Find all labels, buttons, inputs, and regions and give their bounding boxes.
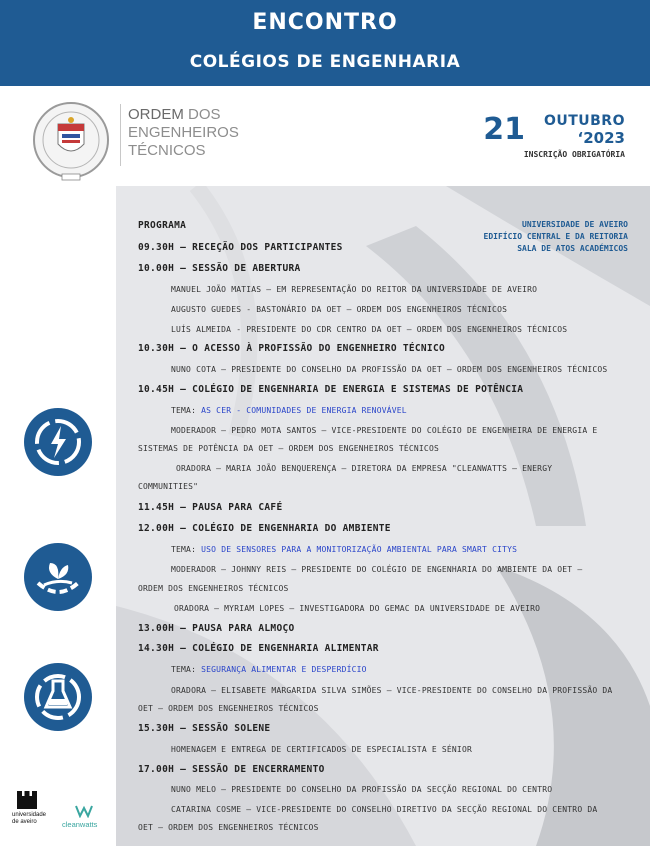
registration-note: INSCRIÇÃO OBRIGATÓRIA	[523, 150, 625, 159]
ua-line-1: universidade	[12, 812, 47, 818]
theme-text: SEGURANÇA ALIMENTAR E DESPERDÍCIO	[201, 665, 367, 674]
speaker-line: CATARINA COSME – VICE-PRESIDENTE DO CONSELHO DIRETIVO DA SECÇÃO REGIONAL DO CENTRO DA	[171, 805, 598, 814]
university-aveiro-logo	[16, 790, 38, 810]
cleanwatts-text: cleanwatts	[62, 820, 98, 829]
speaker-line: NUNO MELO – PRESIDENTE DO CONSELHO DA PROFISSÃO DA SECÇÃO REGIONAL DO CENTRO	[171, 785, 553, 794]
session-heading: 13.00H – PAUSA PARA ALMOÇO	[138, 623, 295, 634]
session-heading: 10.45H – COLÉGIO DE ENGENHARIA DE ENERGIA E SISTEMAS DE POTÊNCIA	[138, 384, 524, 395]
food-flask-icon	[24, 663, 92, 731]
program-heading: PROGRAMA	[138, 220, 187, 231]
location-line-1: UNIVERSIDADE DE AVEIRO	[522, 220, 628, 229]
theme-line	[171, 665, 367, 674]
location-line-3: SALA DE ATOS ACADÉMICOS	[517, 244, 628, 253]
session-heading: 14.30H – COLÉGIO DE ENGENHARIA ALIMENTAR	[138, 643, 379, 654]
header-banner	[0, 0, 650, 86]
theme-text: AS CER - COMUNIDADES DE ENERGIA RENOVÁVEL	[201, 406, 407, 415]
session-heading: 10.00H – SESSÃO DE ABERTURA	[138, 263, 301, 274]
speaker-line: ORADORA – MARIA JOÃO BENQUERENÇA – DIRETORA DA EMPRESA "CLEANWATTS – ENERGY	[176, 464, 553, 473]
event-title: ENCONTRO	[252, 10, 398, 35]
environment-leaf-icon	[24, 543, 92, 611]
theme-label: TEMA:	[171, 406, 197, 415]
location-line-2: EDIFÍCIO CENTRAL E DA REITORIA	[483, 232, 628, 241]
program-content	[116, 186, 650, 846]
session-heading: 12.00H – COLÉGIO DE ENGENHARIA DO AMBIENTE	[138, 523, 391, 534]
moderator-line: SISTEMAS DE POTÊNCIA DA OET – ORDEM DOS ENGENHEIROS TÉCNICOS	[138, 444, 439, 453]
speaker-line: MANUEL JOÃO MATIAS – EM REPRESENTAÇÃO DO REITOR DA UNIVERSIDADE DE AVEIRO	[171, 285, 538, 294]
partner-logos	[12, 790, 112, 840]
theme-label: TEMA:	[171, 545, 197, 554]
session-heading: 09.30H – RECEÇÃO DOS PARTICIPANTES	[138, 242, 343, 253]
speaker-line: AUGUSTO GUEDES - BASTONÁRIO DA OET – ORDEM DOS ENGENHEIROS TÉCNICOS	[171, 305, 508, 314]
cleanwatts-logo	[74, 804, 96, 818]
speaker-line: ORADORA – MYRIAM LOPES – INVESTIGADORA DO GEMAC DA UNIVERSIDADE DE AVEIRO	[174, 604, 541, 613]
session-heading: 10.30H – O ACESSO À PROFISSÃO DO ENGENHEIRO TÉCNICO	[138, 343, 445, 354]
theme-label: TEMA:	[171, 665, 197, 674]
speaker-line: COMMUNITIES"	[138, 482, 199, 491]
date-year: ‘2023	[577, 129, 625, 147]
org-word-tecnicos: TÉCNICOS	[128, 142, 206, 159]
moderator-line: MODERADOR – PEDRO MOTA SANTOS – VICE-PRESIDENTE DO COLÉGIO DE ENGENHEIRA DE ENERGIA E	[171, 426, 598, 435]
org-name	[128, 106, 239, 160]
moderator-line: ORDEM DOS ENGENHEIROS TÉCNICOS	[138, 584, 289, 593]
theme-text: USO DE SENSORES PARA A MONITORIZAÇÃO AMBIENTAL PARA SMART CITYS	[201, 545, 518, 554]
session-heading: 11.45H – PAUSA PARA CAFÉ	[138, 502, 283, 513]
date-year-value: 2023	[583, 129, 625, 147]
university-aveiro-text	[12, 812, 46, 826]
theme-line	[171, 545, 517, 554]
speaker-line: HOMENAGEM E ENTREGA DE CERTIFICADOS DE ESPECIALISTA E SÉNIOR	[171, 745, 472, 754]
org-word-engenheiros: ENGENHEIROS	[128, 124, 239, 141]
oet-seal-logo	[32, 98, 110, 184]
speaker-line: LUÍS ALMEIDA - PRESIDENTE DO CDR CENTRO DA OET – ORDEM DOS ENGENHEIROS TÉCNICOS	[171, 325, 568, 334]
theme-line	[171, 406, 407, 415]
date-day: 21	[483, 112, 525, 147]
date-month: OUTUBRO	[543, 113, 625, 129]
org-word-ordem: ORDEM	[128, 106, 184, 123]
speaker-line: NUNO COTA – PRESIDENTE DO CONSELHO DA PROFISSÃO DA OET – ORDEM DOS ENGENHEIROS TÉCNICOS	[171, 365, 608, 374]
speaker-line: OET – ORDEM DOS ENGENHEIROS TÉCNICOS	[138, 823, 319, 832]
session-heading: 17.00H – SESSÃO DE ENCERRAMENTO	[138, 764, 325, 775]
session-heading: 15.30H – SESSÃO SOLENE	[138, 723, 271, 734]
moderator-line: MODERADOR – JOHNNY REIS – PRESIDENTE DO COLÉGIO DE ENGENHARIA DO AMBIENTE DA OET –	[171, 565, 583, 574]
event-subtitle: COLÉGIOS DE ENGENHARIA	[189, 52, 461, 72]
org-word-dos: DOS	[188, 106, 221, 123]
program-panel	[116, 186, 650, 846]
speaker-line: ORADORA – ELISABETE MARGARIDA SILVA SIMÕES – VICE-PRESIDENTE DO CONSELHO DA PROFISSÃO DA	[171, 686, 613, 695]
divider	[120, 104, 121, 166]
ua-line-2: de aveiro	[12, 819, 37, 825]
energy-gear-icon	[24, 408, 92, 476]
speaker-line: OET – ORDEM DOS ENGENHEIROS TÉCNICOS	[138, 704, 319, 713]
